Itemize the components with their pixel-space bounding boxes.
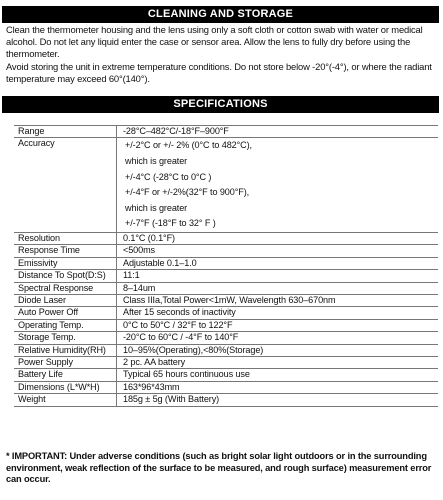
accuracy-line: +/-4°F or +/-2%(32°F to 900°F),: [125, 187, 250, 198]
spec-label: Storage Temp.: [14, 332, 117, 344]
spec-label: Distance To Spot(D:S): [14, 270, 117, 282]
important-warning: * IMPORTANT: Under adverse conditions (such as bright solar light outdoors or in the surrounding environment, weak reflection of the surface to be measured, and rough surface) measurement error can occur.: [6, 451, 432, 485]
spec-label: Diode Laser: [14, 295, 117, 307]
table-row: [14, 257, 438, 269]
table-row: [14, 126, 438, 138]
table-row: [14, 319, 438, 331]
spec-value: 2 pc. AA battery: [117, 357, 439, 369]
cleaning-storage-header: CLEANING AND STORAGE: [2, 6, 439, 23]
spec-value: 185g ± 5g (With Battery): [117, 394, 439, 406]
spec-label: Dimensions (L*W*H): [14, 381, 117, 393]
table-row: [14, 369, 438, 381]
specifications-table: [14, 125, 438, 407]
spec-label: Power Supply: [14, 357, 117, 369]
table-row: [14, 332, 438, 344]
spec-value: Adjustable 0.1–1.0: [117, 257, 439, 269]
spec-label: Response Time: [14, 245, 117, 257]
spec-label: Relative Humidity(RH): [14, 344, 117, 356]
spec-label: Operating Temp.: [14, 319, 117, 331]
spec-value: 11:1: [117, 270, 439, 282]
spec-value: Class IIIa,Total Power<1mW, Wavelength 630–670nm: [117, 295, 439, 307]
spec-value: 10–95%(Operating),<80%(Storage): [117, 344, 439, 356]
spec-value: -28°C–482°C/-18°F–900°F: [117, 126, 439, 138]
accuracy-line: +/-7°F (-18°F to 32° F ): [125, 218, 216, 229]
spec-label: Auto Power Off: [14, 307, 117, 319]
table-row: [14, 307, 438, 319]
table-row: [14, 232, 438, 244]
spec-value: 163*96*43mm: [117, 381, 439, 393]
spec-label: Accuracy: [14, 138, 117, 233]
specifications-header: SPECIFICATIONS: [2, 96, 439, 113]
table-row: [14, 381, 438, 393]
spec-value: 0°C to 50°C / 32°F to 122°F: [117, 319, 439, 331]
spec-value: 8–14um: [117, 282, 439, 294]
spec-label: Weight: [14, 394, 117, 406]
accuracy-values: [117, 138, 439, 233]
spec-value: After 15 seconds of inactivity: [117, 307, 439, 319]
accuracy-line: +/-4°C (-28°C to 0°C ): [125, 171, 212, 182]
accuracy-line: which is greater: [125, 202, 188, 213]
spec-label: Spectral Response: [14, 282, 117, 294]
spec-value: -20°C to 60°C / -4°F to 140°F: [117, 332, 439, 344]
table-row: [14, 270, 438, 282]
table-row: [14, 357, 438, 369]
table-row: [14, 394, 438, 406]
table-row: [14, 245, 438, 257]
spec-label: Emissivity: [14, 257, 117, 269]
table-row: [14, 282, 438, 294]
cleaning-paragraph: Clean the thermometer housing and the lens using only a soft cloth or cotton swab with water or medical alcohol. Do not let any liquid enter the case or sensor area. Allow the lens to fully dry before using the thermometer.: [6, 24, 423, 59]
accuracy-line: +/-2°C or +/- 2% (0°C to 482°C),: [125, 140, 252, 151]
table-row: [14, 344, 438, 356]
accuracy-line: which is greater: [125, 156, 188, 166]
spec-value: <500ms: [117, 245, 439, 257]
spec-label: Resolution: [14, 232, 117, 244]
spec-value: 0.1°C (0.1°F): [117, 232, 439, 244]
spec-label: Battery Life: [14, 369, 117, 381]
spec-label: Range: [14, 126, 117, 138]
table-row: [14, 138, 438, 233]
spec-value: Typical 65 hours continuous use: [117, 369, 439, 381]
storage-paragraph: Avoid storing the unit in extreme temperature conditions. Do not store below -20°(-4°), or where the radiant temperature may exceed 60°(140°).: [6, 61, 432, 84]
table-row: [14, 295, 438, 307]
